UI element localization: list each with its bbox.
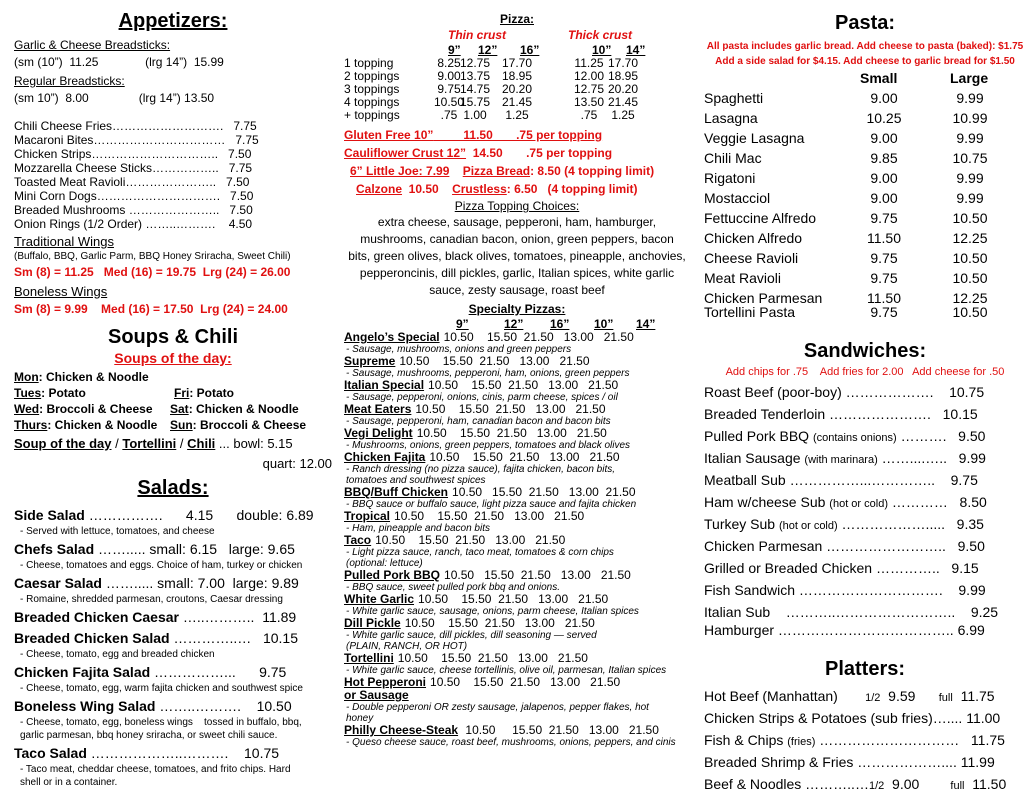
pasta-small-price: 11.50 bbox=[867, 230, 901, 246]
thick-crust-label: Thick crust bbox=[568, 28, 633, 42]
pizza-size-header: 16” bbox=[520, 43, 540, 57]
sandwich-item bbox=[702, 514, 1028, 536]
sandwich-item bbox=[702, 620, 1028, 642]
topping-choices-title: Pizza Topping Choices: bbox=[454, 199, 580, 213]
soup-day-row: Mon: Chicken & Noodle bbox=[14, 370, 149, 384]
traditional-wings-prices: Sm (8) = 11.25 Med (16) = 19.75 Lrg (24) = 26.00 bbox=[14, 265, 291, 279]
pizza-price-cell: 10.50 bbox=[433, 95, 465, 109]
sandwiches-title: Sandwiches: bbox=[803, 340, 927, 362]
pasta-name: Tortellini Pasta bbox=[704, 304, 796, 320]
salad-item bbox=[14, 539, 332, 559]
boneless-wings-prices: Sm (8) = 9.99 Med (16) = 17.50 Lrg (24) = 24.00 bbox=[14, 302, 288, 316]
sandwich-note: (hot or cold) bbox=[778, 520, 838, 532]
traditional-wings-flavors: (Buffalo, BBQ, Garlic Parm, BBQ Honey Sriracha, Sweet Chili) bbox=[14, 251, 291, 262]
soup-chili-prices: Soup of the day / Tortellini / Chili ... bowl: 5.15 bbox=[14, 436, 293, 451]
sandwich-name: Ham w/cheese Sub bbox=[704, 494, 830, 510]
appetizer-item: Toasted Meat Ravioli………………….. 7.50 bbox=[14, 175, 250, 189]
specialty-name: Taco bbox=[344, 533, 372, 547]
salad-price: ……..... small: 7.00 large: 9.89 bbox=[101, 575, 299, 591]
little-joe-line: 6” Little Joe: 7.99 Pizza Bread: 8.50 (4 topping limit) bbox=[350, 164, 655, 178]
salad-price: ……………. 4.15 double: 6.89 bbox=[84, 507, 314, 523]
pasta-item bbox=[702, 268, 1028, 288]
specialty-name: White Garlic bbox=[344, 592, 415, 606]
pasta-large-price: 10.50 bbox=[952, 210, 988, 226]
sandwich-item bbox=[702, 404, 1028, 426]
sandwich-price: 9.75 bbox=[950, 472, 978, 488]
specialty-name: Chicken Fajita bbox=[344, 450, 426, 464]
appetizer-item: Onion Rings (1/2 Order) ……..………. 4.50 bbox=[14, 217, 253, 231]
specialty-item bbox=[344, 403, 690, 416]
appetizer-line: (sm 10”) 8.00 (lrg 14”) 13.50 bbox=[14, 91, 215, 105]
salad-name: Chicken Fajita Salad bbox=[14, 664, 151, 680]
specialty-prices: 10.50 15.50 21.50 13.00 21.50 bbox=[430, 675, 621, 689]
soups-title: Soups & Chili bbox=[108, 326, 238, 348]
topping-choices-list: extra cheese, sausage, pepperoni, ham, hamburger, mushrooms, canadian bacon, onion, green peppers, bacon bits, green olives, black olives, tomatoes, pineapple, anchovies, pepperoncinis, dill pickles, garlic, Italian spices, white garlic sauce, zesty sausage, roast beef bbox=[348, 215, 686, 297]
specialty-description: - Double pepperoni OR zesty sausage, jalapenos, pepper flakes, hot honey bbox=[346, 702, 649, 724]
sandwich-name: Hamburger ……………………………….. bbox=[704, 622, 958, 638]
appetizer-item: Chili Cheese Fries………………………. 7.75 bbox=[14, 119, 257, 133]
platter-item bbox=[702, 708, 1028, 730]
sandwich-name: Meatball Sub ……………...………….. bbox=[704, 472, 951, 488]
salad-name: Boneless Wing Salad bbox=[14, 698, 156, 714]
pizza-price-cell: 17.70 bbox=[607, 56, 639, 70]
specialty-item bbox=[344, 355, 690, 368]
specialty-name: Tortellini bbox=[344, 651, 394, 665]
specialty-name: Hot Pepperoni or Sausage bbox=[344, 675, 427, 702]
specialty-prices: 10.50 15.50 21.50 13.00 21.50 bbox=[416, 426, 607, 440]
middle-column bbox=[344, 0, 690, 800]
pizza-price-cell: 8.25 bbox=[437, 56, 461, 70]
salad-price: …………..… 10.15 bbox=[169, 630, 298, 646]
salad-price: …..……….. 11.89 bbox=[178, 609, 297, 625]
sandwich-name: Breaded Tenderloin …………………. bbox=[704, 406, 943, 422]
specialty-size: 12” bbox=[504, 317, 524, 331]
appetizers-title: Appetizers: bbox=[118, 10, 228, 32]
salad-name: Side Salad bbox=[14, 507, 85, 523]
pizza-price-row bbox=[344, 109, 690, 122]
salads-list bbox=[14, 505, 332, 789]
specialty-name: Philly Cheese-Steak bbox=[344, 723, 459, 737]
pizza-price-cell: 18.95 bbox=[607, 69, 639, 83]
pizza-topping-count: 1 topping bbox=[344, 56, 394, 70]
sandwich-name: Italian Sub ………..…………………….. bbox=[704, 604, 971, 620]
salad-price: ……..... small: 6.15 large: 9.65 bbox=[94, 541, 295, 557]
salad-name: Breaded Chicken Caesar bbox=[14, 609, 179, 625]
platter-price: 9.59 bbox=[880, 688, 939, 704]
specialty-description: - White garlic sauce, dill pickles, dill seasoning — served (PLAIN, RANCH, OR HOT) bbox=[346, 630, 597, 652]
pizza-price-cell: 1.25 bbox=[611, 108, 635, 122]
pizza-topping-count: + toppings bbox=[344, 108, 400, 122]
soup-day-row: Wed: Broccoli & Cheese Sat: Chicken & Noodle bbox=[14, 402, 299, 416]
pasta-small-price: 9.75 bbox=[870, 304, 898, 320]
platter-size: 1/2 bbox=[865, 692, 881, 704]
pizza-size-header: 14” bbox=[626, 43, 646, 57]
pasta-small-price: 9.00 bbox=[870, 130, 898, 146]
specialty-prices: 10.50 15.50 21.50 13.00 21.50 bbox=[462, 723, 659, 737]
specialty-item bbox=[344, 534, 690, 547]
pizza-price-cell: 11.25 bbox=[574, 56, 604, 70]
salad-name: Breaded Chicken Salad bbox=[14, 630, 170, 646]
specialty-prices: 10.50 15.50 21.50 13.00 21.50 bbox=[404, 616, 595, 630]
pasta-small-price: 9.75 bbox=[870, 270, 898, 286]
pasta-large-price: 10.99 bbox=[952, 110, 988, 126]
salads-title: Salads: bbox=[137, 477, 209, 499]
calzone-line: Calzone 10.50 Crustless: 6.50 (4 topping limit) bbox=[356, 182, 638, 196]
platter-price: ………………………… 11.75 bbox=[815, 732, 1005, 748]
pasta-name: Meat Ravioli bbox=[704, 270, 782, 286]
cauliflower-line: Cauliflower Crust 12” 14.50 .75 per topping bbox=[344, 146, 613, 160]
specialty-size: 16” bbox=[550, 317, 570, 331]
pasta-item bbox=[702, 302, 1028, 322]
appetizer-item: Breaded Mushrooms ………………….. 7.50 bbox=[14, 203, 253, 217]
pasta-large-price: 12.25 bbox=[952, 290, 988, 306]
sandwich-note: (hot or cold) bbox=[829, 498, 888, 510]
pasta-item bbox=[702, 128, 1028, 148]
pizza-price-cell: 20.20 bbox=[501, 82, 533, 96]
platter-price: 9.00 bbox=[884, 776, 951, 792]
pizza-price-cell: 21.45 bbox=[607, 95, 639, 109]
pasta-item bbox=[702, 228, 1028, 248]
pasta-large-price: 12.25 bbox=[952, 230, 988, 246]
pizza-price-cell: 1.00 bbox=[463, 108, 487, 122]
platter-name: Fish & Chips bbox=[704, 732, 788, 748]
appetizer-item: Chicken Strips………………………….. 7.50 bbox=[14, 147, 252, 161]
sandwich-price: 6.99 bbox=[957, 622, 985, 638]
pasta-large-price: 9.99 bbox=[956, 190, 984, 206]
specialty-name: Meat Eaters bbox=[344, 402, 412, 416]
appetizer-item: Mozzarella Cheese Sticks…………….. 7.75 bbox=[14, 161, 253, 175]
salad-name: Chefs Salad bbox=[14, 541, 95, 557]
specialty-prices: 10.50 15.50 21.50 13.00 21.50 bbox=[397, 651, 588, 665]
specialty-item bbox=[344, 593, 690, 606]
pizza-topping-count: 3 toppings bbox=[344, 82, 400, 96]
pasta-item bbox=[702, 188, 1028, 208]
salad-description: - Cheese, tomatoes and eggs. Choice of ham, turkey or chicken bbox=[20, 560, 303, 571]
platter-size: (fries) bbox=[787, 736, 816, 748]
platter-item bbox=[702, 730, 1028, 752]
pasta-small-price: 9.75 bbox=[870, 210, 898, 226]
pizza-price-cell: 12.75 bbox=[573, 82, 605, 96]
platter-size: full bbox=[950, 780, 965, 792]
sandwiches-note: Add chips for .75 Add fries for 2.00 Add cheese for .50 bbox=[725, 366, 1005, 378]
salad-item bbox=[14, 505, 332, 525]
specialty-description: - Queso cheese sauce, roast beef, mushrooms, onions, peppers, and cinis bbox=[346, 737, 676, 748]
specialty-name: Pulled Pork BBQ bbox=[344, 568, 441, 582]
sandwich-name: Roast Beef (poor-boy) ………………. bbox=[704, 384, 950, 400]
specialty-prices: 10.50 15.50 21.50 13.00 21.50 bbox=[452, 485, 636, 499]
sandwich-note: (with marinara) bbox=[804, 454, 878, 466]
specialty-description: - White garlic sauce, sausage, onions, parm cheese, Italian spices bbox=[346, 606, 639, 617]
pasta-small-price: 9.85 bbox=[870, 150, 898, 166]
specialty-description: - Sausage, mushrooms, pepperoni, ham, onions, green peppers bbox=[346, 368, 630, 379]
specialty-size: 10” bbox=[594, 317, 614, 331]
pasta-name: Mostacciol bbox=[704, 190, 771, 206]
sandwich-item bbox=[702, 492, 1028, 514]
sandwich-name: Chicken Parmesan …………………….. bbox=[704, 538, 958, 554]
platter-item bbox=[702, 686, 1028, 708]
soups-subtitle: Soups of the day: bbox=[114, 350, 232, 366]
platter-price: 11.75 bbox=[952, 688, 995, 704]
sandwich-note: (contains onions) bbox=[812, 432, 897, 444]
pizza-size-header: 12” bbox=[478, 43, 498, 57]
specialty-description: - Mushrooms, onions, green peppers, tomatoes and black olives bbox=[346, 440, 631, 451]
specialty-description: - BBQ sauce or buffalo sauce, light pizza sauce and fajita chicken bbox=[346, 499, 637, 510]
salad-description: - Cheese, tomato, egg, warm fajita chicken and southwest spice bbox=[20, 683, 303, 694]
salad-item bbox=[14, 662, 332, 682]
specialty-name: Angelo’s Special bbox=[344, 330, 440, 344]
salad-item bbox=[14, 573, 332, 593]
pasta-note: Add a side salad for $4.15. Add cheese to garlic bread for $1.50 bbox=[715, 56, 1015, 67]
specialty-size: 9” bbox=[456, 317, 469, 331]
pasta-item bbox=[702, 108, 1028, 128]
pasta-name: Rigatoni bbox=[704, 170, 756, 186]
pasta-item bbox=[702, 208, 1028, 228]
platter-name: Chicken Strips & Potatoes (sub fries)….... 11.00 bbox=[704, 710, 1001, 726]
pasta-large-price: 10.50 bbox=[952, 250, 988, 266]
pizza-price-cell: 20.20 bbox=[607, 82, 639, 96]
salad-description: - Romaine, shredded parmesan, croutons, Caesar dressing bbox=[20, 594, 283, 605]
thin-crust-label: Thin crust bbox=[448, 28, 507, 42]
salad-item bbox=[14, 696, 332, 716]
specialty-title: Specialty Pizzas: bbox=[468, 302, 566, 316]
salad-description: - Cheese, tomato, egg, boneless wings tossed in buffalo, bbq, garlic parmesan, bbq honey sriracha, or sweet chili sauce. bbox=[20, 717, 302, 741]
specialty-prices: 10.50 15.50 21.50 13.00 21.50 bbox=[444, 568, 631, 582]
platter-size: full bbox=[938, 692, 953, 704]
specialty-item bbox=[344, 451, 690, 464]
platters-title: Platters: bbox=[824, 658, 906, 680]
sandwich-price: 10.15 bbox=[942, 406, 978, 422]
platter-item bbox=[702, 752, 1028, 774]
sandwich-name: Turkey Sub bbox=[704, 516, 779, 532]
platter-size: 1/2 bbox=[868, 780, 885, 792]
pasta-small-price: 9.00 bbox=[870, 170, 898, 186]
specialty-prices: 10.50 15.50 21.50 13.00 21.50 bbox=[418, 592, 609, 606]
pasta-small-price: 9.75 bbox=[870, 250, 898, 266]
specialty-name: Italian Special bbox=[344, 378, 425, 392]
specialty-description: - Sausage, pepperoni, ham, canadian bacon and bacon bits bbox=[346, 416, 611, 427]
pizza-price-cell: 13.75 bbox=[459, 69, 491, 83]
sandwich-name: Italian Sausage bbox=[704, 450, 805, 466]
pasta-small-header: Small bbox=[860, 70, 898, 86]
specialty-name: Tropical bbox=[344, 509, 391, 523]
specialty-item bbox=[344, 617, 690, 630]
salad-name: Taco Salad bbox=[14, 745, 87, 761]
pizza-price-cell: 9.00 bbox=[437, 69, 461, 83]
appetizer-line: (sm (10”) 11.25 (lrg 14”) 15.99 bbox=[14, 55, 224, 69]
pasta-large-header: Large bbox=[950, 70, 989, 86]
platter-item bbox=[702, 774, 1028, 796]
sandwich-item bbox=[702, 382, 1028, 404]
platters-list bbox=[702, 686, 1028, 796]
pasta-name: Spaghetti bbox=[704, 90, 764, 106]
sandwich-price: 9.99 bbox=[958, 582, 986, 598]
specialty-item bbox=[344, 510, 690, 523]
pasta-name: Chicken Alfredo bbox=[704, 230, 803, 246]
specialty-prices: 10.50 15.50 21.50 13.00 21.50 bbox=[428, 378, 619, 392]
pizza-price-cell: 17.70 bbox=[501, 56, 533, 70]
platter-name: Hot Beef (Manhattan) bbox=[704, 688, 866, 704]
specialty-name: Vegi Delight bbox=[344, 426, 413, 440]
soup-day-row: Thurs: Chicken & Noodle Sun: Broccoli & Cheese bbox=[14, 418, 307, 432]
pizza-price-cell: 14.75 bbox=[459, 82, 491, 96]
pasta-list bbox=[702, 88, 1028, 322]
specialty-list bbox=[344, 331, 690, 748]
pasta-name: Veggie Lasagna bbox=[704, 130, 805, 146]
pasta-name: Chili Mac bbox=[704, 150, 762, 166]
sandwich-price: 9.25 bbox=[970, 604, 999, 620]
appetizer-item: Macaroni Bites…………………………… 7.75 bbox=[14, 133, 259, 147]
sandwiches-list bbox=[702, 382, 1028, 642]
pizza-price-cell: .75 bbox=[580, 108, 598, 122]
pizza-price-cell: 21.45 bbox=[501, 95, 533, 109]
specialty-description: - Ranch dressing (no pizza sauce), fajita chicken, bacon bits, tomatoes and southwest spices bbox=[346, 464, 616, 486]
pasta-name: Cheese Ravioli bbox=[704, 250, 799, 266]
pizza-price-cell: .75 bbox=[440, 108, 458, 122]
appetizer-line: Garlic & Cheese Breadsticks: bbox=[14, 38, 171, 52]
specialty-name: BBQ/Buff Chicken bbox=[344, 485, 449, 499]
salad-name: Caesar Salad bbox=[14, 575, 102, 591]
platter-name: Beef & Noodles ………..… bbox=[704, 776, 869, 792]
pizza-size-header: 9” bbox=[448, 43, 461, 57]
sandwich-name: Pulled Pork BBQ bbox=[704, 428, 813, 444]
specialty-description: - Ham, pineapple and bacon bits bbox=[346, 523, 490, 534]
pasta-item bbox=[702, 248, 1028, 268]
soup-quart-price: quart: 12.00 bbox=[262, 456, 332, 471]
pizza-price-cell: 18.95 bbox=[501, 69, 533, 83]
specialty-name: Supreme bbox=[344, 354, 396, 368]
specialty-item bbox=[344, 652, 690, 665]
pizza-price-cell: 12.00 bbox=[573, 69, 605, 83]
left-column bbox=[14, 0, 332, 800]
pasta-name: Lasagna bbox=[704, 110, 758, 126]
salad-description: - Served with lettuce, tomatoes, and cheese bbox=[20, 526, 215, 537]
sandwich-item bbox=[702, 470, 1028, 492]
pizza-size-header: 10” bbox=[592, 43, 612, 57]
salad-description: - Taco meat, cheddar cheese, tomatoes, and frito chips. Hard shell or in a container. bbox=[20, 764, 291, 788]
specialty-description: - White garlic sauce, cheese tortellinis, olive oil, parmesan, Italian spices bbox=[346, 665, 667, 676]
salad-item bbox=[14, 743, 332, 763]
sandwich-price: 9.50 bbox=[957, 538, 985, 554]
specialty-prices: 10.50 15.50 21.50 13.00 21.50 bbox=[375, 533, 566, 547]
sandwich-price: ………. 9.50 bbox=[896, 428, 986, 444]
pizza-price-cell: 15.75 bbox=[459, 95, 491, 109]
pasta-small-price: 9.00 bbox=[870, 190, 898, 206]
specialty-item bbox=[344, 676, 690, 702]
pasta-large-price: 9.99 bbox=[956, 130, 984, 146]
specialty-prices: 10.50 15.50 21.50 13.00 21.50 bbox=[394, 509, 585, 523]
pizza-price-cell: 9.75 bbox=[437, 82, 461, 96]
specialty-size: 14” bbox=[636, 317, 656, 331]
pasta-large-price: 10.75 bbox=[952, 150, 988, 166]
specialty-item bbox=[344, 331, 690, 344]
specialty-item bbox=[344, 427, 690, 440]
sandwich-item bbox=[702, 558, 1028, 580]
sandwich-price: 9.15 bbox=[951, 560, 979, 576]
pizza-title: Pizza: bbox=[499, 12, 534, 26]
specialty-prices: 10.50 15.50 21.50 13.00 21.50 bbox=[443, 330, 634, 344]
sandwich-item bbox=[702, 536, 1028, 558]
specialty-item bbox=[344, 569, 690, 582]
specialty-item bbox=[344, 724, 690, 737]
specialty-name: Dill Pickle bbox=[344, 616, 401, 630]
pizza-price-cell: 1.25 bbox=[505, 108, 529, 122]
pasta-small-price: 11.50 bbox=[867, 290, 901, 306]
pasta-title: Pasta: bbox=[834, 12, 896, 34]
pizza-topping-count: 2 toppings bbox=[344, 69, 400, 83]
sandwich-price: ………… 8.50 bbox=[888, 494, 987, 510]
pasta-large-price: 9.99 bbox=[956, 170, 984, 186]
salad-price: ……..………. 10.50 bbox=[155, 698, 292, 714]
pasta-small-price: 10.25 bbox=[866, 110, 902, 126]
salad-price: ……………... 9.75 bbox=[150, 664, 287, 680]
pizza-price-table bbox=[344, 44, 690, 122]
right-column bbox=[702, 0, 1028, 800]
sandwich-price: ……....….. 9.99 bbox=[877, 450, 986, 466]
pizza-topping-count: 4 toppings bbox=[344, 95, 400, 109]
traditional-wings-title: Traditional Wings bbox=[14, 234, 114, 249]
platter-name: Breaded Shrimp & Fries ……………….... 11.99 bbox=[704, 754, 995, 770]
pasta-large-price: 10.50 bbox=[952, 304, 988, 320]
specialty-description: - Sausage, mushrooms, onions and green peppers bbox=[346, 344, 572, 355]
specialty-description: - BBQ sauce, sweet pulled pork bbq and onions. bbox=[346, 582, 561, 593]
boneless-wings-title: Boneless Wings bbox=[14, 284, 108, 299]
sandwich-item bbox=[702, 448, 1028, 470]
specialty-description: - Sausage, pepperoni, onions, cinis, parm cheese, spices / oil bbox=[346, 392, 618, 403]
sandwich-name: Grilled or Breaded Chicken ………….. bbox=[704, 560, 952, 576]
specialty-prices: 10.50 15.50 21.50 13.00 21.50 bbox=[415, 402, 606, 416]
specialty-item bbox=[344, 379, 690, 392]
salad-price: ………………..………. 10.75 bbox=[86, 745, 280, 761]
pasta-item bbox=[702, 148, 1028, 168]
pasta-large-price: 10.50 bbox=[952, 270, 988, 286]
platter-price: 11.50 bbox=[964, 776, 1007, 792]
sandwich-item bbox=[702, 580, 1028, 602]
pasta-note: All pasta includes garlic bread. Add cheese to pasta (baked): $1.75 bbox=[706, 41, 1024, 52]
sandwich-price: 10.75 bbox=[949, 384, 985, 400]
specialty-prices: 10.50 15.50 21.50 13.00 21.50 bbox=[399, 354, 590, 368]
pasta-small-price: 9.00 bbox=[870, 90, 898, 106]
pasta-item bbox=[702, 168, 1028, 188]
gluten-free-line: Gluten Free 10” 11.50 .75 per topping bbox=[344, 128, 603, 142]
pasta-item bbox=[702, 88, 1028, 108]
specialty-description: - Light pizza sauce, ranch, taco meat, tomatoes & corn chips (optional: lettuce) bbox=[346, 547, 614, 569]
pasta-large-price: 9.99 bbox=[956, 90, 984, 106]
salad-item bbox=[14, 607, 332, 627]
sandwich-item bbox=[702, 426, 1028, 448]
sandwich-price: ………………..... 9.35 bbox=[837, 516, 984, 532]
appetizer-line: Regular Breadsticks: bbox=[14, 74, 125, 88]
sandwich-name: Fish Sandwich …………………………. bbox=[704, 582, 959, 598]
pasta-name: Chicken Parmesan bbox=[704, 290, 823, 306]
soup-day-row: Tues: Potato Fri: Potato bbox=[14, 386, 235, 400]
specialty-item bbox=[344, 486, 690, 499]
pizza-price-cell: 13.50 bbox=[573, 95, 605, 109]
salad-item bbox=[14, 628, 332, 648]
pizza-price-cell: 12.75 bbox=[459, 56, 491, 70]
specialty-prices: 10.50 15.50 21.50 13.00 21.50 bbox=[429, 450, 620, 464]
pasta-name: Fettuccine Alfredo bbox=[704, 210, 817, 226]
appetizer-item: Mini Corn Dogs…………………………. 7.50 bbox=[14, 189, 254, 203]
salad-description: - Cheese, tomato, egg and breaded chicken bbox=[20, 649, 215, 660]
